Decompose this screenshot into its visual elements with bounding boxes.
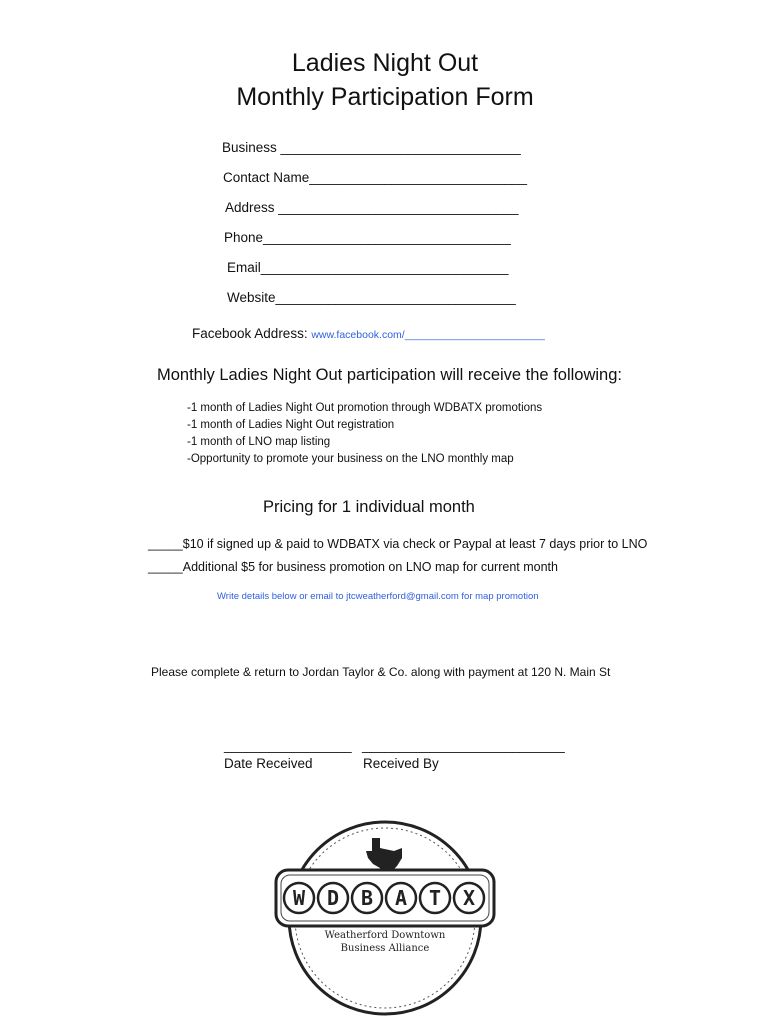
form-title-line2: Monthly Participation Form [236,83,534,111]
logo-tagline-line1: Weatherford Downtown [324,930,446,941]
facebook-label: Facebook Address: [192,326,308,341]
contact-name-field[interactable]: Contact Name_____________________________ [223,170,528,185]
benefit-item: -1 month of LNO map listing [187,436,331,448]
website-field[interactable]: Website________________________________ [227,290,516,305]
date-received-line[interactable]: _________________ [224,738,352,753]
logo-letter: A [394,886,408,910]
phone-field[interactable]: Phone_________________________________ [224,230,511,245]
logo-letter: X [462,886,476,910]
benefit-item: -Opportunity to promote your business on the LNO monthly map [187,453,514,465]
date-received-label: Date Received [224,756,313,771]
email-field[interactable]: Email_________________________________ [227,260,509,275]
logo-tagline-line2: Business Alliance [340,943,430,954]
address-field[interactable]: Address ________________________________ [225,200,519,215]
pricing-heading: Pricing for 1 individual month [263,498,475,516]
logo-letter: T [428,886,442,910]
logo-letter: D [326,886,340,910]
pricing-option-map-promotion[interactable]: _____Additional $5 for business promotion on LNO map for current month [148,560,558,574]
wdbatx-logo [274,818,496,1018]
map-promotion-note: Write details below or email to jtcweatherford@gmail.com for map promotion [217,591,539,602]
return-instructions: Please complete & return to Jordan Taylor & Co. along with payment at 120 N. Main St [151,665,611,679]
logo-letter: B [360,886,374,910]
business-field[interactable]: Business ________________________________ [222,140,521,155]
pricing-option-basic[interactable]: _____$10 if signed up & paid to WDBATX via check or Paypal at least 7 days prior to LNO [148,537,648,551]
benefit-item: -1 month of Ladies Night Out promotion through WDBATX promotions [187,402,543,414]
logo-graphic [274,818,496,1018]
received-by-label: Received By [363,756,439,771]
benefit-item: -1 month of Ladies Night Out registration [187,419,395,431]
received-by-line[interactable]: ___________________________ [362,738,565,753]
form-title-line1: Ladies Night Out [291,49,479,77]
logo-letter: W [292,886,306,910]
facebook-url[interactable]: www.facebook.com/________________________ [311,329,545,341]
facebook-field[interactable] [192,326,545,341]
benefits-heading: Monthly Ladies Night Out participation will receive the following: [157,366,622,384]
